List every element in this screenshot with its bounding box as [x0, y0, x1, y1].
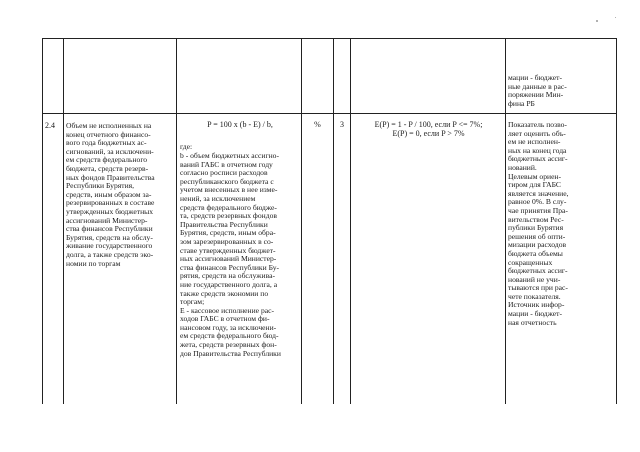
formula-where-label: где:	[180, 142, 193, 151]
previous-row-source-text: мации - бюджет- ные данные в рас- поряжении Мин- фина РБ	[508, 73, 567, 108]
row-number: 2.4	[45, 121, 55, 130]
column-border	[505, 38, 506, 404]
column-border	[616, 38, 617, 404]
column-border	[301, 38, 302, 404]
table-rule-row-separator	[42, 113, 617, 114]
indicator-weight: 3	[340, 120, 344, 129]
column-border	[176, 38, 177, 404]
column-border	[63, 38, 64, 404]
unit-of-measure: %	[314, 120, 321, 129]
table-rule-top	[42, 38, 617, 39]
column-border	[350, 38, 351, 404]
score-formula-line-1: E(P) = 1 - P / 100, если P <= 7%;	[374, 120, 483, 129]
indicator-comment: Показатель позво- ляет оценить объ- ем не исполнен- ных на конец года бюджетных ассиг- нований. Целевым ориен- тиром для ГАБС является значение, равное 0%. В слу- чае принятия Пра- вительством Рес- публики Бурятия решения об опти- мизации расходов бюджета объемы сокращенных бюджетных ассиг- нований не учи- тываются при рас- чете показателя. Источник инфор- мации - бюджет- ная отчетность	[508, 120, 569, 327]
column-border	[42, 38, 43, 404]
score-formula-line-2: E(P) = 0, если P > 7%	[392, 129, 465, 138]
indicator-formula: P = 100 x (b - E) / b,	[207, 120, 273, 129]
indicator-name: Объем не исполненных на конец отчетного финансо- вого года бюджетных ас- сигнований, за исключени- ем средств федерального бюджета, средств резерв- ных фондов Правительства Республики Бурятия, средств, иным образом за- резервированных в составе утвержденных бюджетных ассигнований Министер- ства финансов Республики Бурятия, средств на обслу- живание государственного долга, а также средств эко- номии по торгам	[66, 121, 155, 268]
formula-variable-description: b - объем бюджетных ассигно- ваний ГАБС в отчетном году согласно росписи расходов республиканского бюджета с учетом внесенных в нее изме- нений, за исключением средств федерального бюдже- та, средств резервных фондов Правительства Республики Бурятия, средств, иным обра- зом зарезервированных в со- ставе утвержденных бюджет- ных ассигнований Министер- ства финансов Республики Бу- рятия, средств на обслужива- ние государственного долга, а также средств экономии по торгам; E - кассовое исполнение рас- ходов ГАБС в отчетном фи- нансовом году, за исключени- ем средств федерального бюд- жета, средств резервных фон- дов Правительства Республики	[180, 151, 281, 358]
column-border	[333, 38, 334, 404]
